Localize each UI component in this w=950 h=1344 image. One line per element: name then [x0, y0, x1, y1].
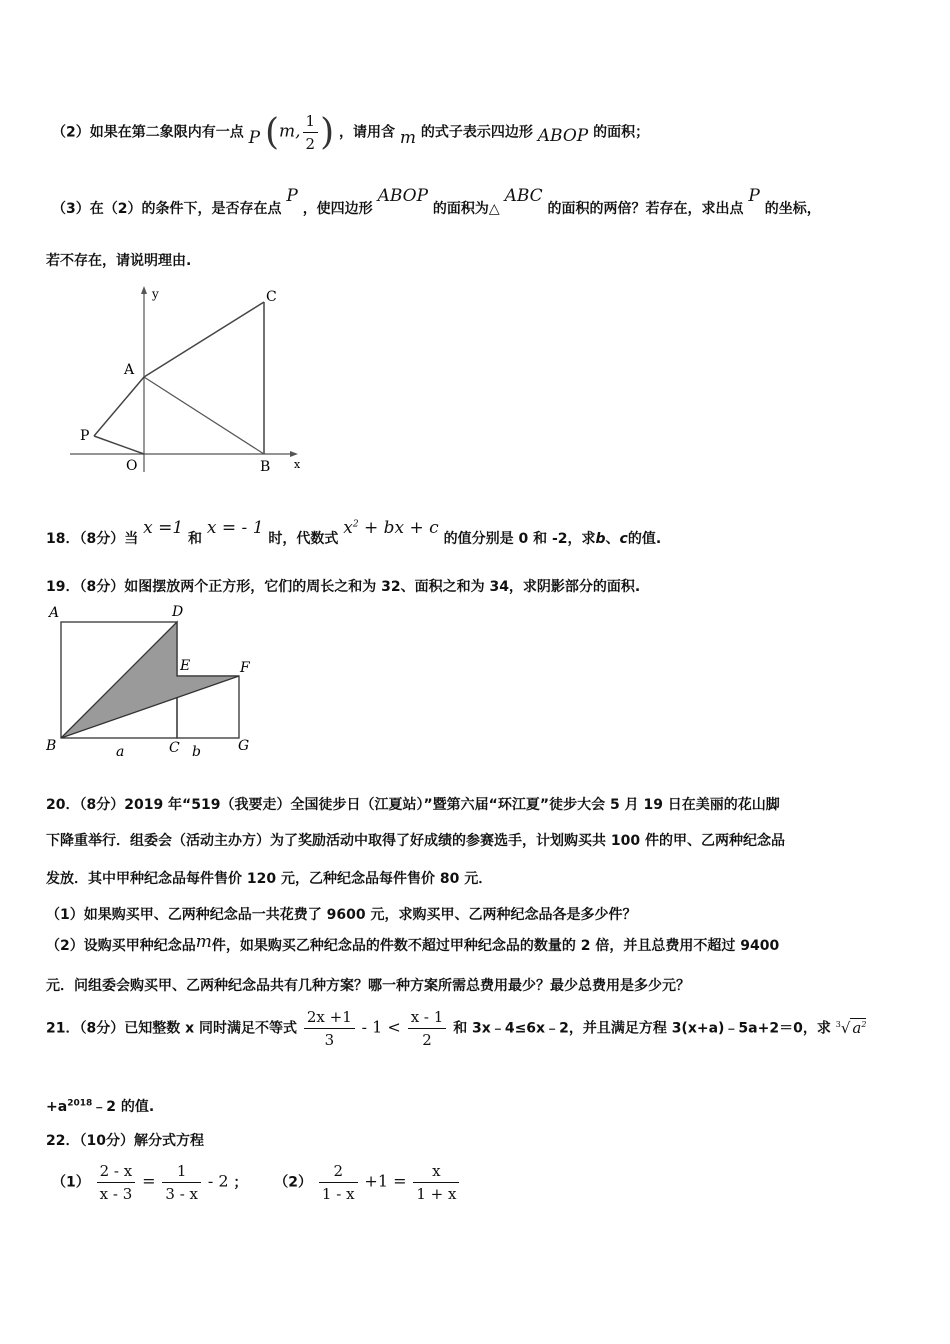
q20-line3: 发放．其中甲种纪念品每件售价 120 元，乙种纪念品每件售价 80 元． [46, 871, 493, 887]
q19-label-D: D [172, 604, 184, 620]
q17-p3-P: P [286, 186, 298, 206]
q22-e1-lhs: $\frac{2 - x}{x - 3}$ [97, 1162, 136, 1203]
q22-e1-rhs: $\frac{1}{3 - x}$ [162, 1162, 201, 1203]
q17-p3-abc: ABC [504, 186, 543, 206]
q19-label-A: A [49, 605, 60, 621]
q19-label-b: b [192, 744, 201, 760]
q17-figure [66, 282, 306, 482]
q17-label-B: B [260, 459, 271, 475]
q22-e1-sep: ； [233, 1174, 248, 1191]
q17-p2-suffix: 的面积； [593, 124, 650, 141]
q17-p2-mid2: 的式子表示四边形 [420, 124, 533, 141]
q17-p3-abop: ABOP [377, 186, 429, 206]
q19-label-G: G [238, 738, 250, 754]
q17-x-arrow [290, 451, 298, 457]
q17-p3-prefix: （3）在（2）的条件下，是否存在点 [52, 201, 282, 217]
q17-label-y: y [152, 287, 159, 301]
q20-line5-m: m [195, 932, 212, 952]
q17-seg-AC [144, 302, 264, 377]
q19-label-B: B [46, 738, 57, 754]
q17-p3-P2: P [748, 186, 760, 206]
q18-head: 18．（8分）当 [46, 531, 139, 547]
q17-label-C: C [266, 289, 277, 305]
q21-cube-root: $^3$√ $a^2$ [835, 1018, 867, 1037]
q17-label-A: A [124, 362, 135, 378]
q17-seg-AB [144, 377, 264, 454]
q19-figure [44, 600, 264, 760]
q19-shaded-region [61, 622, 239, 738]
q19-label-C: C [169, 740, 180, 756]
q20-line5-prefix: （2）设购买甲种纪念品 [46, 938, 196, 954]
q18-and: 和 [188, 531, 203, 547]
q21 [46, 1008, 866, 1049]
q21-line2: $+a^{2018}﹣2$ 的值. [46, 1098, 155, 1115]
q17-p3-suffix: 的坐标， [764, 201, 821, 217]
q17-p2-m2: m [399, 127, 416, 148]
q21-mid: 和 3x﹣4≤6x﹣2，并且满足方程 3(x+a)﹣5a+2＝0，求 [453, 1020, 831, 1037]
q22-e2-lhs: $\frac{2}{1 - x}$ [319, 1162, 358, 1203]
q17-p3-mid3: 的面积的两倍？若存在，求出点 [547, 201, 744, 217]
q22-e1-tail: - 2 [207, 1171, 229, 1191]
q17-p3-mid1: ，使四边形 [302, 201, 373, 217]
q22-head: 22．（10分）解分式方程 [46, 1133, 204, 1149]
q17-part3-line2: 若不存在，请说明理由. [46, 253, 192, 269]
q17-p2-rparen: ) [320, 112, 335, 153]
q19-label-E: E [180, 658, 191, 674]
q21-frac2: $\frac{x - 1}{2}$ [408, 1008, 447, 1049]
q17-part3 [52, 186, 821, 217]
q17-p3-mid2: 的面积为△ [432, 201, 500, 217]
q21-frac1: $\frac{2x +1}{3}$ [304, 1008, 355, 1049]
q17-p2-m: m, [279, 121, 301, 142]
q17-p2-lparen: ( [264, 112, 279, 153]
q22-e2-rhs: $\frac{x}{1 + x}$ [413, 1162, 459, 1203]
q22-e2-mid: +1 = [364, 1171, 407, 1191]
q21-head: 21．（8分）已知整数 x 同时满足不等式 [46, 1020, 298, 1037]
q18-expr: $x^2$ + bx + c [343, 518, 439, 538]
q21-minus1: - 1 < [361, 1017, 401, 1037]
q17-seg-PO [94, 436, 144, 454]
q20-line4: （1）如果购买甲、乙两种纪念品一共花费了 9600 元，求购买甲、乙两种纪念品各是多少件？ [46, 907, 637, 923]
q17-label-O: O [126, 458, 138, 474]
q20-line2: 下降重举行．组委会（活动主办方）为了奖励活动中取得了好成绩的参赛选手，计划购买共 100 件的甲、乙两种纪念品 [46, 833, 785, 849]
q18-cond1: x =1 [143, 518, 184, 538]
q20-line1: 20．（8分）2019 年“519（我要走）全国徒步日（江夏站）”暨第六届“环江夏”徒步大会 5 月 19 日在美丽的花山脚 [46, 797, 780, 813]
q17-label-P: P [80, 428, 90, 444]
q17-p2-frac: $\frac{1}{2}$ [303, 112, 319, 153]
q18-suffix: 的值分别是 0 和 -2，求b、c的值. [443, 531, 662, 547]
q22-e2-label: （2） [274, 1174, 313, 1191]
q17-p2-abop: ABOP [537, 125, 589, 146]
q18 [46, 518, 662, 547]
q17-p2-mid: ，请用含 [339, 124, 395, 141]
q17-seg-AP [94, 377, 144, 436]
q22-equations [52, 1162, 461, 1203]
q17-y-arrow [141, 286, 147, 294]
q18-cond2: x = - 1 [206, 518, 264, 538]
q20-line5 [46, 932, 780, 955]
q17-p2-P: P [248, 127, 261, 148]
q20-line6: 元．问组委会购买甲、乙两种纪念品共有几种方案？哪一种方案所需总费用最少？最少总费用是多少元？ [46, 978, 690, 994]
q19-label-a: a [116, 744, 125, 760]
q22-e1-eq: = [142, 1171, 156, 1191]
q17-part2 [52, 112, 649, 153]
q19-text: 19．（8分）如图摆放两个正方形，它们的周长之和为 32、面积之和为 34，求阴影部分的面积. [46, 579, 641, 595]
q18-mid: 时，代数式 [268, 531, 339, 547]
q17-p2-prefix: （2）如果在第二象限内有一点 [52, 124, 244, 141]
q19-label-F: F [240, 660, 250, 676]
q20-line5-suffix: 件，如果购买乙种纪念品的件数不超过甲种纪念品的数量的 2 倍，并且总费用不超过 9400 [211, 938, 780, 954]
q22-e1-label: （1） [52, 1174, 90, 1191]
q17-label-x: x [294, 458, 301, 471]
